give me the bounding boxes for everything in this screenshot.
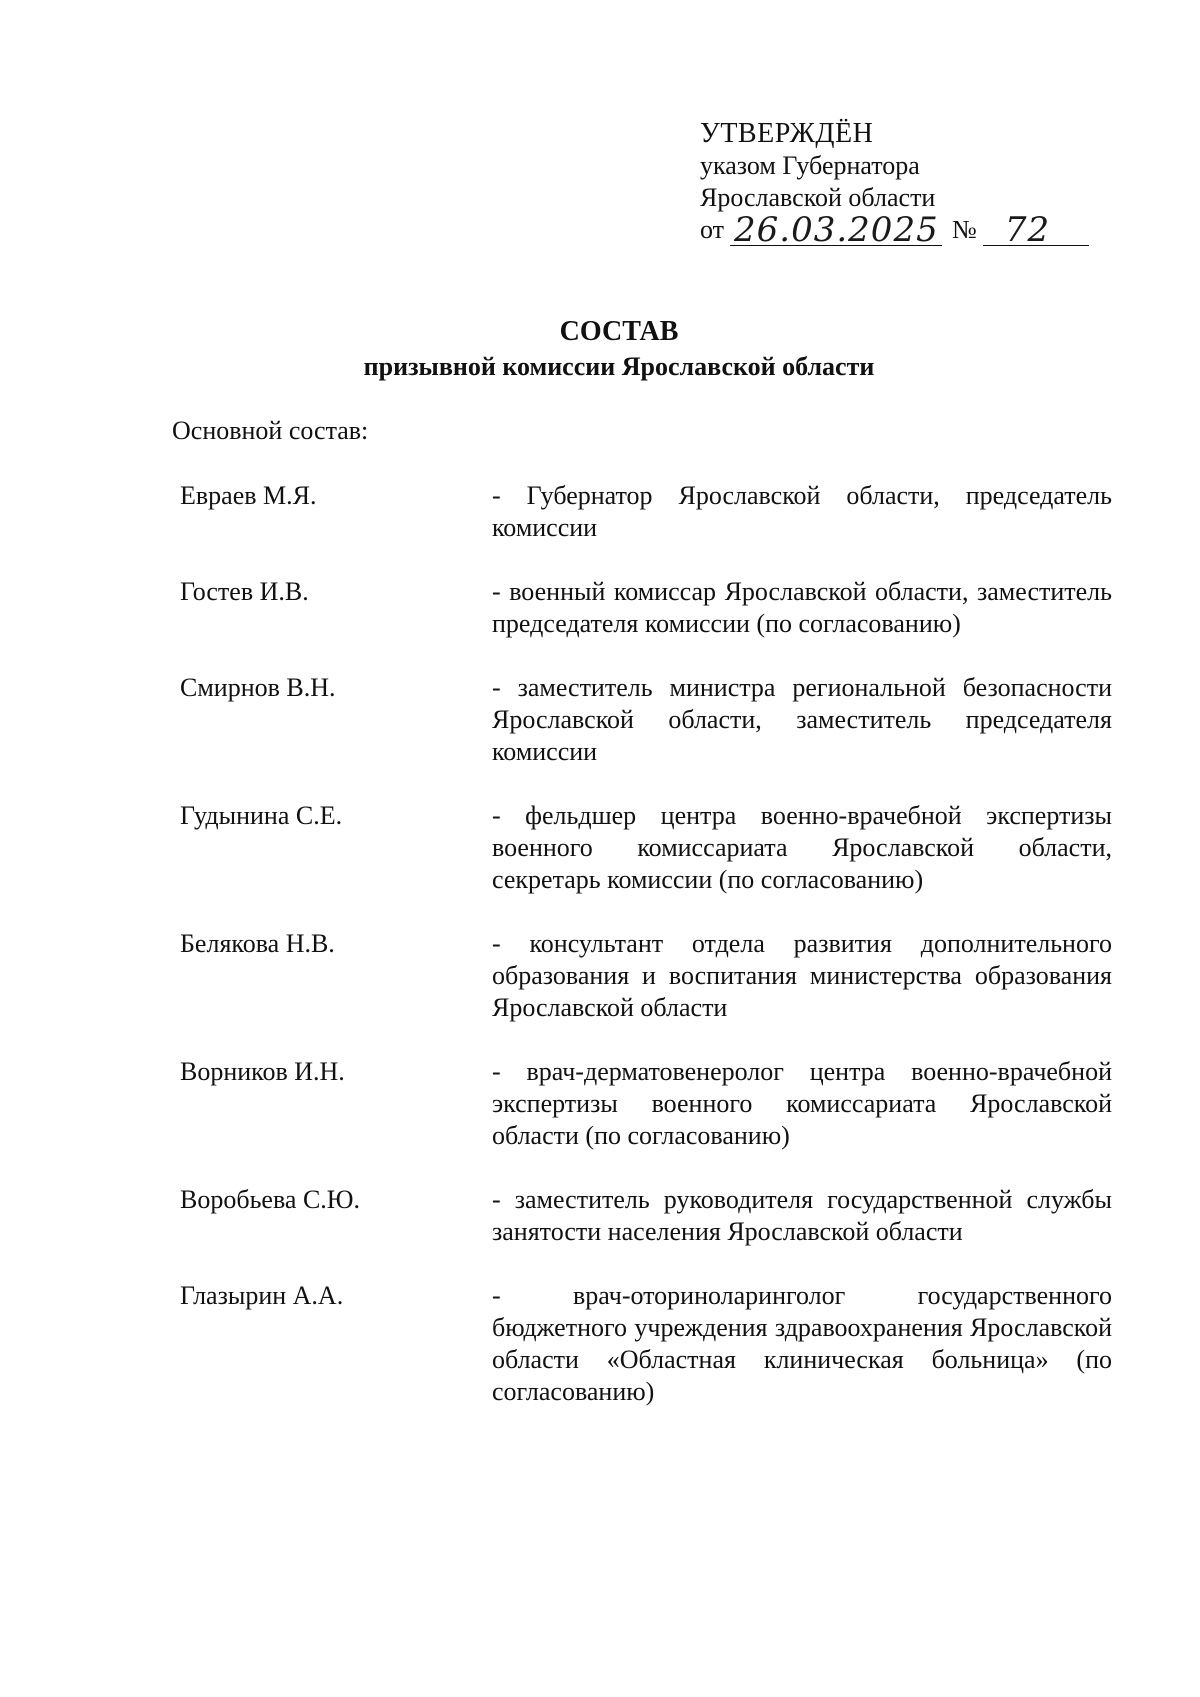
list-item <box>180 800 1120 896</box>
member-role: - врач-оториноларинголог государственного бюджетного учреждения здравоохранения Ярославской области «Областная клиническая больница» (по согласованию) <box>492 1281 1112 1406</box>
list-item <box>180 1280 1120 1408</box>
list-item <box>180 928 1120 1024</box>
member-name: Воробьева С.Ю. <box>180 1185 361 1214</box>
member-name: Смирнов В.Н. <box>180 673 336 702</box>
handwritten-number: 72 <box>1004 210 1051 250</box>
member-name: Евраев М.Я. <box>180 481 317 510</box>
member-name: Белякова Н.В. <box>180 929 335 958</box>
document-subtitle: призывной комиссии Ярославской области <box>363 352 875 381</box>
section-label: Основной состав: <box>172 416 369 445</box>
member-name: Гостев И.В. <box>180 577 309 606</box>
member-role: - врач-дерматовенеролог центра военно-врачебной экспертизы военного комиссариата Ярославской области (по согласованию) <box>492 1057 1112 1150</box>
member-role: - Губернатор Ярославской области, председатель комиссии <box>492 481 1112 542</box>
member-name: Ворников И.Н. <box>180 1057 345 1086</box>
approval-title: УТВЕРЖДЁН <box>700 118 874 149</box>
number-prefix: № <box>952 215 977 244</box>
member-role: - консультант отдела развития дополнительного образования и воспитания министерства образования Ярославской области <box>492 929 1112 1022</box>
date-prefix: от <box>700 215 725 244</box>
list-item <box>180 672 1120 768</box>
member-role: - военный комиссар Ярославской области, заместитель председателя комиссии (по согласованию) <box>492 577 1112 638</box>
approval-date-number-line <box>700 210 1089 250</box>
member-role: - заместитель министра региональной безопасности Ярославской области, заместитель председателя комиссии <box>492 673 1112 766</box>
handwritten-date: 26.03.2025 <box>734 210 939 250</box>
approval-line-1: указом Губернатора <box>700 151 920 180</box>
list-item <box>180 480 1120 544</box>
list-item <box>180 1056 1120 1152</box>
list-item <box>180 1184 1120 1248</box>
members-list <box>180 480 1120 1440</box>
member-role: - фельдшер центра военно-врачебной экспертизы военного комиссариата Ярославской области, секретарь комиссии (по согласованию) <box>492 801 1112 894</box>
document-title: СОСТАВ <box>559 316 679 347</box>
approval-block <box>700 118 1089 250</box>
list-item <box>180 576 1120 640</box>
approval-line-2: Ярославской области <box>700 183 936 212</box>
number-blank <box>983 210 1089 250</box>
date-blank <box>730 210 942 250</box>
member-role: - заместитель руководителя государственной службы занятости населения Ярославской области <box>492 1185 1112 1246</box>
member-name: Гудынина С.Е. <box>180 801 343 830</box>
member-name: Глазырин А.А. <box>180 1281 344 1310</box>
